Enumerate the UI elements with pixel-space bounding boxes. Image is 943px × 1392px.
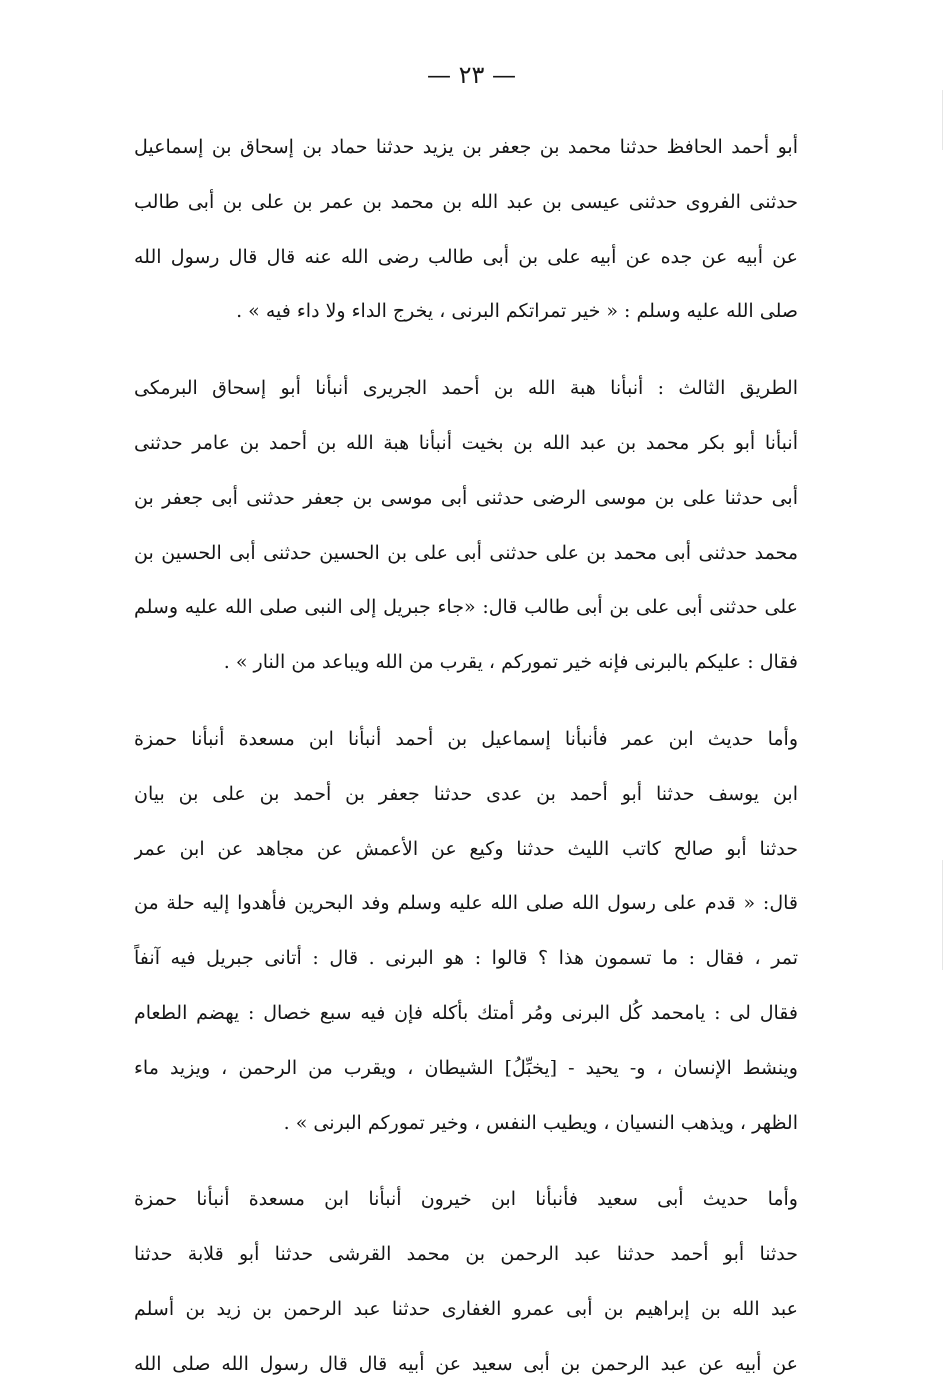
text-line: تمر ، فقال : ما تسمون هذا ؟ قالوا : هو البرنى . قال : أتانى جبريل فيه آنفاً xyxy=(134,947,798,970)
paragraph-4 xyxy=(134,1172,798,1391)
text-line: أبو أحمد الحافظ حدثنا محمد بن جعفر بن يزيد حدثنا حماد بن إسحاق بن إسماعيل xyxy=(134,136,798,158)
body-text xyxy=(134,120,798,1392)
text-line: عن أبيه عن جده عن أبيه على بن أبى طالب رضى الله عنه قال قال رسول الله xyxy=(134,245,798,268)
text-line: فقال : عليكم بالبرنى فإنه خير تموركم ، يقرب من الله ويباعد من النار » . xyxy=(223,651,798,674)
text-line: ابن يوسف حدثنا أبو أحمد بن عدى حدثنا جعفر بن أحمد بن على بن بيان xyxy=(134,782,798,805)
text-line: الطريق الثالث : أنبأنا هبة الله بن أحمد الجريرى أنبأنا أبو إسحاق البرمكى xyxy=(134,377,798,400)
text-line: أبى حدثنا على بن موسى الرضى حدثنى أبى موسى بن جعفر حدثنى أبى جعفر بن xyxy=(134,486,798,509)
paragraph-1 xyxy=(134,120,798,339)
text-line: عن أبيه عن عبد الرحمن بن أبى سعيد عن أبيه قال قال رسول الله صلى الله xyxy=(134,1352,798,1375)
paragraph-3 xyxy=(134,712,798,1150)
text-line: على حدثنى أبى على بن أبى طالب قال: «جاء جبريل إلى النبى صلى الله عليه وسلم xyxy=(134,596,798,619)
text-line: حدثنى الفروى حدثنى عيسى بن عبد الله بن محمد بن عمر بن على بن أبى طالب xyxy=(134,190,798,213)
page-number: — ٢٣ — xyxy=(426,61,517,89)
text-line: عبد الله بن إبراهيم بن أبى عمرو الغفارى حدثنا عبد الرحمن بن زيد بن أسلم xyxy=(134,1297,798,1320)
text-line: وينشط الإنسان ، و- يحيد - [يخبِّلُ] الشيطان ، ويقرب من الرحمن ، ويزيد ماء xyxy=(134,1056,798,1079)
text-line: محمد حدثنى أبى محمد بن على حدثنى أبى على بن الحسين حدثنى أبى الحسين بن xyxy=(134,541,798,564)
text-line: حدثنا أبو صالح كاتب الليث حدثنا وكيع عن الأعمش عن مجاهد عن ابن عمر xyxy=(134,837,798,860)
text-line: أنبأنا أبو بكر محمد بن عبد الله بن بخيت أنبأنا هبة الله بن أحمد بن عامر حدثنى xyxy=(134,431,798,454)
text-line: فقال لى : يامحمد كُل البرنى ومُر أمتك بأكله فإن فيه سبع خصال : يهضم الطعام xyxy=(134,1001,798,1024)
text-line: حدثنا أبو أحمد حدثنا عبد الرحمن بن محمد القرشى حدثنا أبو قلابة حدثنا xyxy=(134,1243,798,1266)
text-line: وأما حديث ابن عمر فأنبأنا إسماعيل بن أحمد أنبأنا ابن مسعدة أنبأنا حمزة xyxy=(134,727,798,750)
text-line: الظهر ، ويذهب النسيان ، ويطيب النفس ، وخير تموركم البرنى » . xyxy=(283,1111,798,1134)
paragraph-2 xyxy=(134,361,798,690)
text-line: وأما حديث أبى سعيد فأنبأنا ابن خيرون أنبأنا ابن مسعدة أنبأنا حمزة xyxy=(134,1188,798,1211)
text-line: قال: « قدم على رسول الله صلى الله عليه وسلم وفد البحرين فأهدوا إليه حلة من xyxy=(134,892,798,915)
text-line: صلى الله عليه وسلم : « خير تمراتكم البرنى ، يخرج الداء ولا داء فيه » . xyxy=(236,300,798,323)
